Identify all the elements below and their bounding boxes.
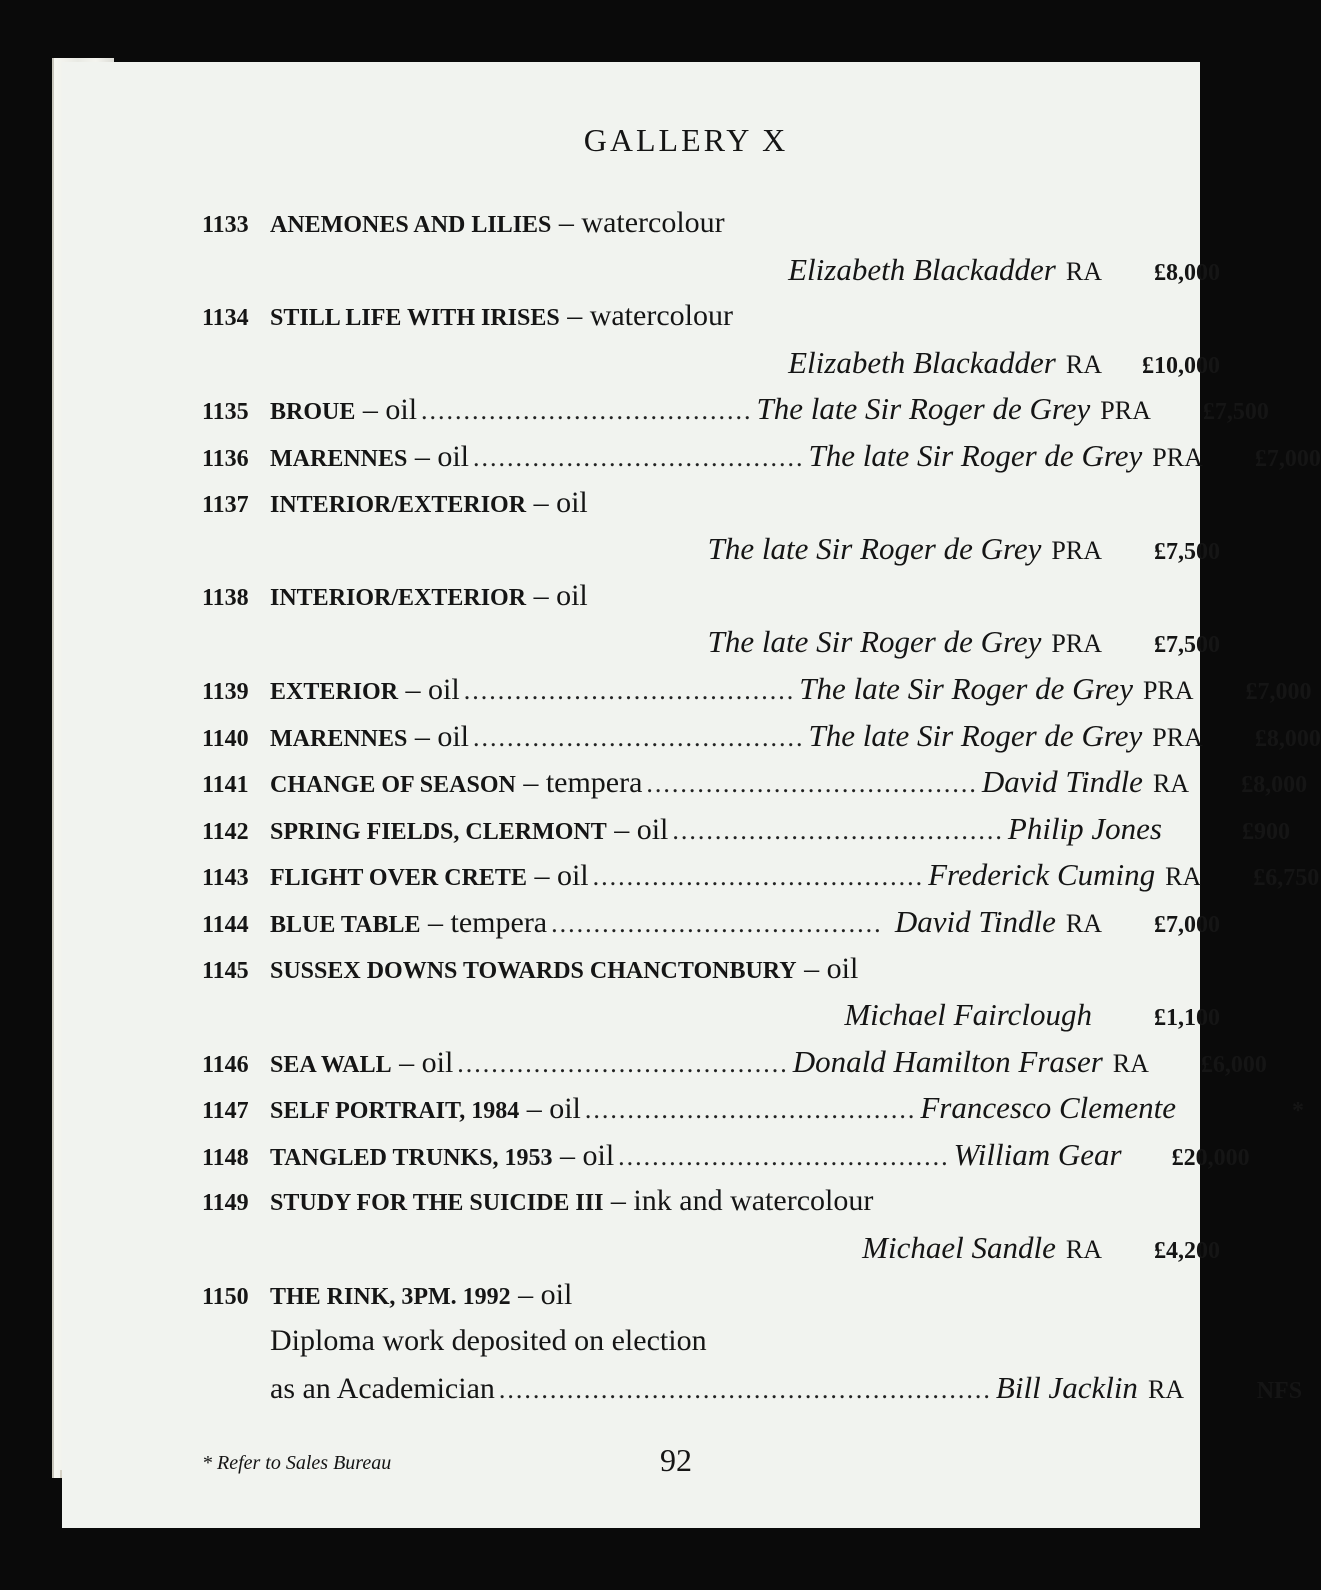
entry-artist: Frederick Cuming bbox=[928, 857, 1156, 893]
entry-number: 1150 bbox=[202, 1283, 249, 1310]
entry-artist: Francesco Clemente bbox=[920, 1090, 1177, 1126]
entry-price: £4,200 bbox=[1154, 1238, 1220, 1265]
entry-artist: Michael Fairclough bbox=[844, 997, 1092, 1033]
entry-medium: ink and watercolour bbox=[633, 1184, 874, 1218]
entry-medium: oil bbox=[437, 719, 470, 753]
entry-1149-artist-line bbox=[202, 1225, 1220, 1272]
entry-medium: oil bbox=[582, 1138, 615, 1172]
entry-number: 1139 bbox=[202, 678, 249, 705]
entry-note: as an Academician bbox=[270, 1371, 495, 1405]
entry-artist: David Tindle bbox=[981, 764, 1143, 800]
entry-title: STILL LIFE WITH IRISES bbox=[270, 305, 560, 332]
entry-price: £7,500 bbox=[1202, 399, 1269, 426]
entry-price: £1,100 bbox=[1154, 1005, 1220, 1032]
entry-medium: oil bbox=[549, 1092, 581, 1126]
entry-number: 1141 bbox=[202, 772, 249, 799]
entry-honour: PRA bbox=[1051, 536, 1102, 566]
entry-number: 1142 bbox=[202, 818, 249, 845]
entry-1150: 1150 THE RINK, 3PM. 1992 – oil bbox=[202, 1272, 1220, 1319]
entry-price: £7,000 bbox=[1245, 678, 1312, 705]
entry-number: 1138 bbox=[202, 584, 249, 611]
entry-price: £900 bbox=[1242, 818, 1290, 845]
entry-honour: RA bbox=[1065, 256, 1102, 286]
entry-artist: Bill Jacklin bbox=[995, 1369, 1138, 1405]
entry-artist: Philip Jones bbox=[1007, 810, 1162, 846]
entry-medium: oil bbox=[556, 485, 588, 519]
entry-artist: Michael Sandle bbox=[862, 1230, 1056, 1266]
entry-price: £8,000 bbox=[1254, 725, 1321, 752]
entry-number: 1136 bbox=[202, 445, 249, 472]
entry-honour: PRA bbox=[1100, 396, 1151, 426]
entry-artist: The late Sir Roger de Grey bbox=[808, 437, 1143, 473]
entry-1144: 1144 BLUE TABLE – tempera ....................................... David Tindle RA £7,000 bbox=[202, 899, 1220, 946]
entry-medium: oil bbox=[437, 439, 470, 473]
entry-price: £8,000 bbox=[1154, 259, 1220, 286]
entry-price: NFS bbox=[1256, 1377, 1303, 1404]
entry-title: MARENNES bbox=[270, 725, 408, 752]
entry-artist: The late Sir Roger de Grey bbox=[707, 531, 1042, 567]
entry-title: THE RINK, 3PM. 1992 bbox=[270, 1283, 511, 1310]
entry-1134-artist-line bbox=[202, 340, 1220, 387]
page-number: 92 bbox=[660, 1442, 692, 1478]
entry-1150-note-line bbox=[202, 1318, 1220, 1365]
entry-1149: 1149 STUDY FOR THE SUICIDE III – ink and watercolour bbox=[202, 1178, 1220, 1225]
entry-price: £7,500 bbox=[1154, 632, 1220, 659]
entry-honour: RA bbox=[1065, 349, 1102, 379]
entry-title: INTERIOR/EXTERIOR bbox=[270, 491, 527, 518]
entry-1133-artist-line bbox=[202, 247, 1220, 294]
entry-1145-artist-line bbox=[202, 992, 1220, 1039]
entry-medium: watercolour bbox=[589, 299, 733, 333]
entry-medium: oil bbox=[556, 578, 588, 612]
entry-honour: RA bbox=[1065, 1235, 1102, 1265]
entry-artist: The late Sir Roger de Grey bbox=[756, 391, 1091, 427]
entry-title: SEA WALL bbox=[270, 1051, 392, 1078]
entry-1146: 1146 SEA WALL – oil ....................................... Donald Hamilton Fraser RA £6,000 bbox=[202, 1039, 1220, 1086]
entry-honour: RA bbox=[1152, 769, 1190, 799]
entry-note: Diploma work deposited on election bbox=[270, 1324, 707, 1358]
catalogue-page bbox=[62, 62, 1321, 1528]
entry-number: 1133 bbox=[202, 212, 249, 238]
entry-number: 1134 bbox=[202, 305, 249, 332]
entry-number: 1135 bbox=[202, 399, 249, 426]
entry-price: £6,750 bbox=[1253, 865, 1320, 892]
entry-medium: oil bbox=[826, 951, 859, 985]
catalogue-entries bbox=[202, 200, 1321, 1411]
footnote: * Refer to Sales Bureau bbox=[202, 1452, 392, 1474]
entry-honour: PRA bbox=[1152, 722, 1203, 752]
entry-title: ANEMONES AND LILIES bbox=[270, 212, 552, 238]
entry-1147: 1147 SELF PORTRAIT, 1984 – oil ....................................... Francesco Clemente * bbox=[202, 1085, 1220, 1132]
entry-1137-artist-line bbox=[202, 526, 1220, 573]
entry-1133: 1133 ANEMONES AND LILIES – watercolour bbox=[202, 200, 1220, 247]
entry-medium: oil bbox=[556, 859, 589, 893]
entry-medium: tempera bbox=[450, 905, 548, 939]
entry-title: CHANGE OF SEASON bbox=[270, 772, 516, 799]
entry-number: 1147 bbox=[202, 1098, 249, 1125]
entry-medium: oil bbox=[428, 672, 460, 706]
entry-honour: RA bbox=[1065, 908, 1102, 938]
entry-artist: The late Sir Roger de Grey bbox=[808, 717, 1143, 753]
entry-honour: PRA bbox=[1152, 442, 1203, 472]
entry-honour: PRA bbox=[1142, 675, 1194, 705]
entry-price: £8,000 bbox=[1241, 772, 1308, 799]
entry-honour: RA bbox=[1147, 1374, 1185, 1404]
entry-price: £10,000 bbox=[1142, 352, 1220, 379]
entry-price: £6,000 bbox=[1200, 1051, 1267, 1078]
entry-1138: 1138 INTERIOR/EXTERIOR – oil bbox=[202, 573, 1220, 620]
entry-1136: 1136 MARENNES – oil ....................................... The late Sir Roger de Grey PRA £7,000 bbox=[202, 433, 1220, 480]
entry-1134: 1134 STILL LIFE WITH IRISES – watercolour bbox=[202, 293, 1220, 340]
entry-medium: oil bbox=[421, 1045, 454, 1079]
entry-price: £7,000 bbox=[1154, 911, 1220, 938]
entry-medium: oil bbox=[636, 812, 669, 846]
entry-1137: 1137 INTERIOR/EXTERIOR – oil bbox=[202, 480, 1220, 527]
entry-1142: 1142 SPRING FIELDS, CLERMONT – oil ....................................... Philip Jones £900 bbox=[202, 806, 1220, 853]
entry-artist: Donald Hamilton Fraser bbox=[792, 1043, 1103, 1079]
entry-number: 1146 bbox=[202, 1051, 249, 1078]
entry-title: EXTERIOR bbox=[270, 678, 399, 705]
entry-1145: 1145 SUSSEX DOWNS TOWARDS CHANCTONBURY – oil bbox=[202, 946, 1220, 993]
entry-title: STUDY FOR THE SUICIDE III bbox=[270, 1190, 604, 1217]
entry-title: MARENNES bbox=[270, 445, 408, 472]
entry-title: SPRING FIELDS, CLERMONT bbox=[270, 818, 607, 845]
entry-artist: William Gear bbox=[953, 1136, 1122, 1172]
entry-1150-artist-line: as an Academician .......................................................... Bill Jacklin RA NFS bbox=[202, 1365, 1220, 1412]
entry-number: 1137 bbox=[202, 491, 249, 518]
entry-1135: 1135 BROUE – oil ....................................... The late Sir Roger de Grey PRA £7,500 bbox=[202, 386, 1220, 433]
entry-medium: oil bbox=[385, 393, 418, 427]
entry-title: TANGLED TRUNKS, 1953 bbox=[270, 1144, 553, 1171]
entry-1148: 1148 TANGLED TRUNKS, 1953 – oil ....................................... William Gear £20,000 bbox=[202, 1132, 1220, 1179]
entry-1140: 1140 MARENNES – oil ....................................... The late Sir Roger de Grey PRA £8,000 bbox=[202, 713, 1220, 760]
entry-title: FLIGHT OVER CRETE bbox=[270, 865, 527, 892]
entry-honour: RA bbox=[1165, 862, 1202, 892]
entry-artist: The late Sir Roger de Grey bbox=[707, 624, 1042, 660]
entry-title: SUSSEX DOWNS TOWARDS CHANCTONBURY bbox=[270, 957, 797, 984]
entry-number: 1144 bbox=[202, 911, 249, 938]
entry-honour: RA bbox=[1112, 1048, 1149, 1078]
entry-title: SELF PORTRAIT, 1984 bbox=[270, 1098, 520, 1125]
entry-honour: PRA bbox=[1051, 629, 1102, 659]
entry-price: £7,500 bbox=[1154, 539, 1220, 566]
page-heading: GALLERY X bbox=[583, 122, 789, 158]
entry-medium: watercolour bbox=[581, 206, 725, 239]
entry-number: 1145 bbox=[202, 957, 249, 984]
entry-price: * bbox=[1292, 1098, 1305, 1125]
entry-number: 1148 bbox=[202, 1144, 249, 1171]
entry-price: £7,000 bbox=[1254, 445, 1321, 472]
entry-artist: Elizabeth Blackadder bbox=[788, 251, 1056, 287]
entry-artist: Elizabeth Blackadder bbox=[788, 344, 1056, 380]
entry-medium: oil bbox=[540, 1277, 573, 1311]
entry-price: £20,000 bbox=[1171, 1144, 1250, 1171]
entry-number: 1140 bbox=[202, 725, 249, 752]
entry-1138-artist-line bbox=[202, 619, 1220, 666]
entry-1143: 1143 FLIGHT OVER CRETE – oil ....................................... Frederick Cuming RA £6,750 bbox=[202, 852, 1220, 899]
entry-1139: 1139 EXTERIOR – oil ....................................... The late Sir Roger de Grey PRA £7,000 bbox=[202, 666, 1220, 713]
entry-title: BLUE TABLE bbox=[270, 911, 421, 938]
entry-1141: 1141 CHANGE OF SEASON – tempera ....................................... David Tindle RA £8,000 bbox=[202, 759, 1220, 806]
entry-number: 1143 bbox=[202, 865, 249, 892]
entry-number: 1149 bbox=[202, 1190, 249, 1217]
entry-medium: tempera bbox=[545, 766, 643, 800]
entry-artist: David Tindle bbox=[894, 903, 1056, 939]
entry-title: BROUE bbox=[270, 399, 356, 426]
entry-title: INTERIOR/EXTERIOR bbox=[270, 584, 527, 611]
entry-artist: The late Sir Roger de Grey bbox=[799, 670, 1133, 706]
